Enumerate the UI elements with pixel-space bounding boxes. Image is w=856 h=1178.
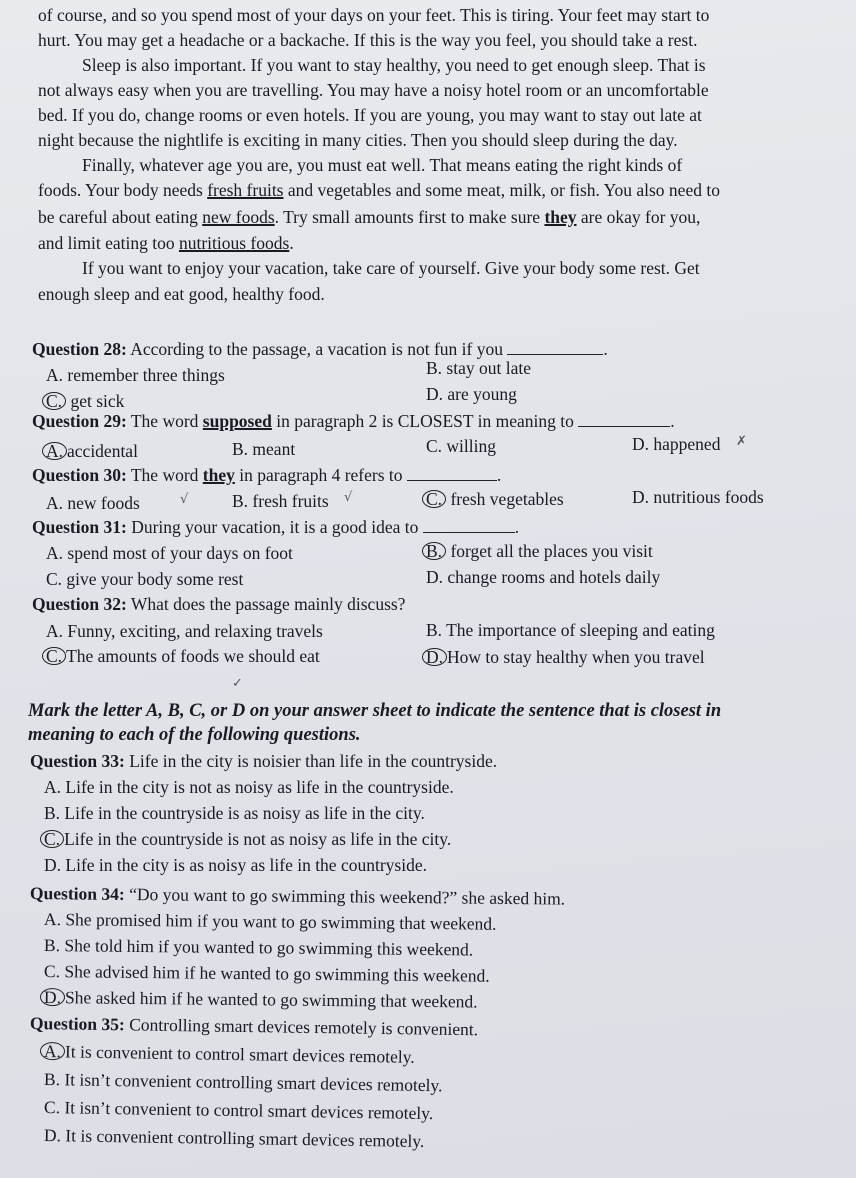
underlined-phrase: fresh fruits	[207, 180, 284, 200]
pencil-check-mark-icon: √	[180, 492, 189, 507]
question-label: Question 32:	[32, 594, 127, 614]
question-stem	[30, 882, 565, 910]
option-c: C. willing	[426, 436, 497, 456]
pencil-check-mark-icon: ✓	[232, 676, 243, 691]
question-label: Question 29:	[32, 411, 127, 431]
option-a: A. new foods	[46, 493, 140, 513]
answer-blank	[407, 466, 497, 481]
answer-blank	[423, 518, 515, 533]
answer-blank	[578, 412, 670, 427]
option-text: She asked him if he wanted to go swimming that weekend.	[64, 987, 478, 1012]
circled-answer-mark: A.	[40, 1042, 65, 1060]
circled-answer-mark: B.	[422, 542, 446, 560]
text: .	[514, 517, 520, 537]
option-b: B. It isn’t convenient controlling smart devices remotely.	[43, 1069, 443, 1096]
option-a: A. remember three things	[46, 365, 225, 385]
pencil-check-mark-icon: √	[344, 490, 353, 505]
passage-line: hurt. You may get a headache or a backache. If this is the way you feel, you should take a rest.	[38, 30, 698, 50]
passage-line: not always easy when you are travelling. You may have a noisy hotel room or an uncomfortable	[38, 80, 709, 100]
option-d	[44, 986, 478, 1013]
passage-line: enough sleep and eat good, healthy food.	[38, 284, 325, 304]
option-a	[44, 1040, 415, 1068]
text: be careful about eating	[38, 207, 203, 227]
option-b: B. meant	[232, 439, 296, 459]
option-a: A. Funny, exciting, and relaxing travels	[46, 621, 323, 641]
passage-line: bed. If you do, change rooms or even hotels. If you are young, you may want to stay out late at	[38, 105, 702, 125]
question-label: Question 33:	[30, 751, 125, 771]
text: and limit eating too	[38, 233, 179, 253]
underlined-word: they	[544, 207, 577, 227]
passage-line: Finally, whatever age you are, you must eat well. That means eating the right kinds of	[82, 155, 683, 175]
option-b	[426, 540, 653, 562]
underlined-phrase: new foods	[202, 207, 275, 227]
option-b: B. She told him if you wanted to go swimming this weekend.	[43, 935, 474, 960]
option-d: D. change rooms and hotels daily	[426, 567, 661, 587]
question-stem	[32, 410, 675, 432]
circled-answer-mark: C.	[42, 392, 66, 410]
text: .	[289, 233, 294, 253]
option-c	[426, 488, 564, 510]
text: .	[496, 465, 502, 485]
underlined-word: they	[202, 465, 235, 485]
text: in paragraph 4 refers to	[234, 465, 403, 485]
question-stem	[32, 464, 501, 486]
option-c	[44, 828, 451, 850]
instruction-line: meaning to each of the following questions.	[28, 725, 361, 745]
option-d: D. are young	[426, 384, 517, 404]
option-b: B. fresh fruits	[232, 491, 329, 511]
option-a: A. She promised him if you want to go swimming that weekend.	[43, 909, 497, 934]
question-label: Question 35:	[29, 1013, 125, 1035]
circled-answer-mark: C.	[42, 647, 66, 665]
option-c	[46, 390, 124, 412]
question-stem	[30, 750, 497, 772]
question-label: Question 34:	[29, 883, 125, 904]
text: in paragraph 2 is CLOSEST in meaning to	[271, 411, 574, 431]
passage-line: Sleep is also important. If you want to stay healthy, you need to get enough sleep. That is	[82, 55, 706, 75]
circled-answer-mark: D.	[40, 988, 65, 1006]
text: foods. Your body needs	[38, 180, 208, 200]
option-text: It is convenient to control smart devices remotely.	[64, 1041, 415, 1067]
option-b: B. The importance of sleeping and eating	[426, 620, 715, 640]
option-d: D. nutritious foods	[632, 487, 764, 507]
question-text: Life in the city is noisier than life in the countryside.	[124, 751, 498, 771]
question-stem	[32, 516, 519, 538]
question-label: Question 28:	[32, 339, 127, 359]
text: The word	[126, 411, 203, 431]
passage-line: If you want to enjoy your vacation, take care of yourself. Give your body some rest. Get	[82, 258, 700, 278]
option-a: A. spend most of your days on foot	[46, 543, 293, 563]
underlined-phrase: nutritious foods	[178, 233, 290, 253]
text: . Try small amounts first to make sure	[274, 207, 545, 227]
passage-line	[38, 179, 720, 201]
instruction-line: Mark the letter A, B, C, or D on your answer sheet to indicate the sentence that is closest in	[28, 701, 722, 721]
question-text: Controlling smart devices remotely is convenient.	[124, 1014, 479, 1040]
option-c	[46, 645, 320, 667]
text: .	[670, 411, 675, 431]
question-text: According to the passage, a vacation is not fun if you	[126, 339, 503, 359]
circled-answer-mark: C.	[40, 830, 64, 848]
text: and vegetables and some meat, milk, or fish. You also need to	[283, 180, 720, 200]
option-text: accidental	[67, 441, 138, 461]
option-c: C. give your body some rest	[46, 569, 244, 589]
option-text: get sick	[70, 391, 125, 411]
text: .	[603, 339, 608, 359]
option-text: How to stay healthy when you travel	[447, 647, 705, 667]
question-text: “Do you want to go swimming this weekend?” she asked him.	[124, 883, 566, 909]
circled-answer-mark: A.	[42, 442, 67, 460]
option-b: B. stay out late	[426, 358, 531, 378]
question-label: Question 31:	[32, 517, 127, 537]
option-c: C. It isn’t convenient to control smart devices remotely.	[43, 1097, 434, 1124]
text: The word	[126, 465, 203, 485]
option-d	[426, 646, 705, 668]
passage-line: night because the nightlife is exciting in many cities. Then you should sleep during the day.	[38, 130, 678, 150]
pencil-cross-mark-icon: ✗	[736, 434, 747, 449]
question-text: During your vacation, it is a good idea to	[126, 517, 419, 537]
option-d: D. Life in the city is as noisy as life in the countryside.	[44, 855, 427, 875]
option-d: D. happened	[632, 434, 721, 454]
underlined-word: supposed	[202, 411, 272, 431]
option-text: Life in the countryside is not as noisy as life in the city.	[64, 829, 452, 849]
passage-line: of course, and so you spend most of your days on your feet. This is tiring. Your feet may start to	[38, 5, 710, 25]
text: are okay for you,	[576, 207, 701, 227]
question-text: What does the passage mainly discuss?	[126, 594, 406, 614]
option-text: fresh vegetables	[450, 489, 564, 509]
question-label: Question 30:	[32, 465, 127, 485]
passage-line	[38, 232, 294, 254]
passage-line	[38, 206, 700, 228]
circled-answer-mark: C.	[422, 490, 446, 508]
answer-blank	[507, 340, 603, 355]
question-stem	[32, 593, 405, 615]
option-text: forget all the places you visit	[450, 541, 653, 561]
option-c: C. She advised him if he wanted to go swimming this weekend.	[43, 961, 490, 986]
question-stem	[30, 1012, 478, 1040]
option-a	[46, 440, 138, 462]
option-d: D. It is convenient controlling smart devices remotely.	[43, 1125, 425, 1151]
circled-answer-mark: D.	[422, 648, 447, 666]
option-a: A. Life in the city is not as noisy as life in the countryside.	[44, 777, 454, 797]
option-text: The amounts of foods we should eat	[66, 646, 320, 666]
option-b: B. Life in the countryside is as noisy as life in the city.	[44, 803, 425, 823]
